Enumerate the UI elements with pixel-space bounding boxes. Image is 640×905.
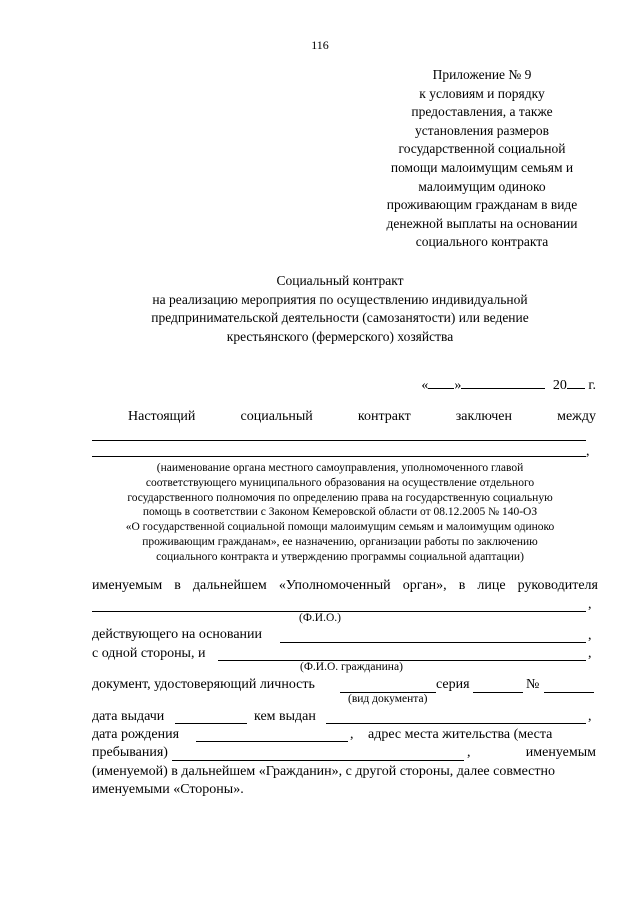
note-line: государственного полномочия по определению права на государственную социальную [127, 491, 553, 504]
word: заключен [455, 409, 512, 424]
comma: , [586, 444, 590, 459]
day-blank[interactable] [428, 376, 454, 389]
issue-date-label: дата выдачи [92, 709, 165, 724]
year-blank[interactable] [567, 376, 585, 389]
appendix-line: денежной выплаты на основании [386, 215, 578, 231]
word: в [174, 578, 181, 593]
title-line: Социальный контракт [276, 273, 404, 288]
year-suffix: г. [588, 378, 596, 393]
word: социальный [240, 409, 313, 424]
note-line: (наименование органа местного самоуправления, уполномоченного главой [156, 462, 524, 474]
comma: , [588, 597, 592, 612]
month-blank[interactable] [461, 376, 545, 389]
title-line: крестьянского (фермерского) хозяйства [226, 328, 454, 344]
concluded-line [128, 409, 596, 425]
appendix-line: к условиям и порядку [419, 85, 545, 101]
word: дальнейшем [192, 578, 267, 593]
word: «Уполномоченный [278, 578, 391, 593]
authority-blank-1[interactable] [92, 440, 586, 441]
appendix-line: предоставления, а также [411, 104, 553, 120]
birth-date-blank[interactable] [196, 741, 348, 742]
parties-text: именуемыми «Стороны». [92, 782, 244, 797]
title-line: предпринимательской деятельности (самозанятости) или ведение [151, 310, 529, 325]
comma: , [588, 628, 592, 643]
stay-label: пребывания) [92, 745, 168, 760]
acting-basis-label: действующего на основании [92, 627, 263, 642]
doc-type-caption: (вид документа) [348, 693, 428, 705]
birth-date-label: дата рождения [92, 727, 180, 742]
number-sign: № [526, 677, 540, 692]
doc-number-blank[interactable] [544, 692, 594, 693]
note-line: социального контракта и утверждению программы социальной адаптации) [156, 550, 524, 563]
word: между [557, 409, 596, 424]
word: именуемым [92, 578, 163, 593]
issue-date-blank[interactable] [175, 723, 247, 724]
word: Настоящий [128, 409, 196, 424]
note-line: проживающим гражданам», ее назначению, организации работы по заключению [142, 535, 538, 548]
comma: , [350, 727, 354, 742]
appendix-line: малоимущим одиноко [418, 178, 546, 194]
date-line [421, 376, 596, 394]
named-short: именуемым [525, 745, 596, 760]
appendix-line: Приложение № 9 [432, 67, 532, 82]
appendix-line: социального контракта [415, 234, 549, 250]
authority-note [80, 461, 600, 565]
residence-blank[interactable] [172, 760, 464, 761]
close-quote: » [454, 378, 462, 393]
comma: , [588, 646, 592, 661]
word: контракт [357, 409, 411, 424]
one-side-label: с одной стороны, и [92, 646, 206, 661]
fio-caption: (Ф.И.О.) [299, 612, 341, 624]
note-line: соответствующего муниципального образования на осуществление отдельного [145, 476, 535, 489]
contract-title [80, 272, 600, 346]
appendix-line: государственной социальной [398, 141, 566, 157]
citizen-text: (именуемой) в дальнейшем «Гражданин», с другой стороны, далее совместно [92, 764, 555, 779]
word: лице [477, 578, 506, 593]
word: в [458, 578, 466, 593]
comma: , [467, 745, 471, 760]
appendix-line: помощи малоимущим семьям и [390, 159, 574, 175]
note-line: «О государственной социальной помощи малоимущим семьям и малоимущим одиноко [125, 521, 555, 534]
residence-label: адрес места жительства (места [368, 727, 553, 742]
word: руководителя [517, 578, 598, 593]
acting-basis-blank[interactable] [280, 642, 586, 643]
authority-blank-2[interactable] [92, 456, 586, 457]
named-line [92, 578, 598, 594]
year-prefix: 20 [552, 378, 567, 393]
word: орган», [402, 578, 447, 593]
series-label: серия [436, 677, 470, 692]
citizen-caption: (Ф.И.О. гражданина) [300, 661, 403, 673]
appendix-line: установления размеров [414, 122, 550, 138]
comma: , [588, 709, 592, 724]
note-line: помощь в соответствии с Законом Кемеровской области от 08.12.2005 № 140-ОЗ [142, 506, 538, 519]
appendix-line: проживающим гражданам в виде [386, 197, 578, 213]
appendix-header [360, 66, 604, 252]
page-number: 116 [311, 38, 329, 52]
title-line: на реализацию мероприятия по осуществлению индивидуальной [152, 291, 528, 307]
issued-by-label: кем выдан [254, 709, 316, 724]
identity-doc-label: документ, удостоверяющий личность [92, 677, 315, 692]
issued-by-blank[interactable] [326, 723, 586, 724]
open-quote: « [421, 378, 429, 393]
series-blank[interactable] [473, 692, 523, 693]
